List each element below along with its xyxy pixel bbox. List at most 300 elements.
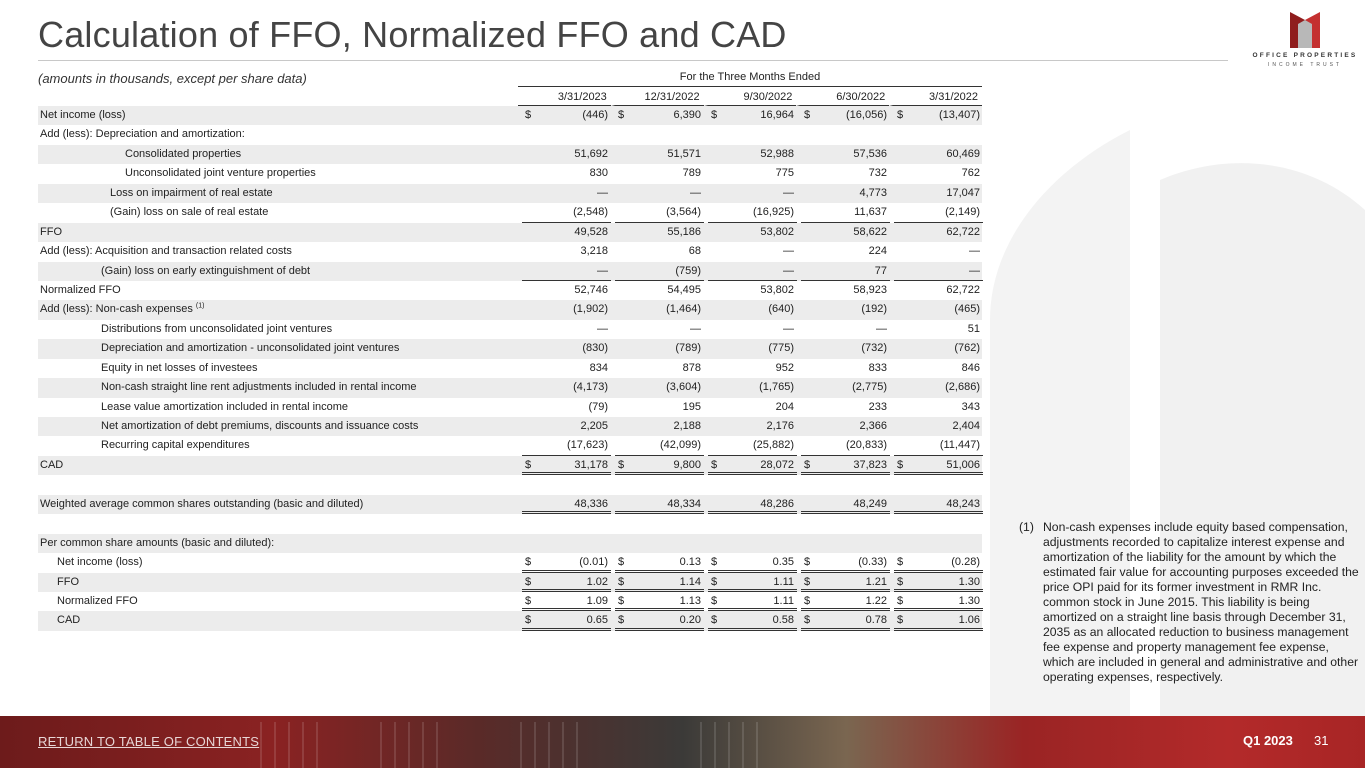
table-cell — [894, 398, 983, 417]
table-cell — [615, 553, 704, 572]
row-label-text: CAD — [40, 458, 64, 471]
return-to-toc-link[interactable]: RETURN TO TABLE OF CONTENTS — [38, 734, 260, 749]
table-cell — [522, 573, 611, 592]
table-cell — [615, 359, 704, 378]
cell-value: 2,404 — [952, 420, 980, 432]
table-cell — [801, 164, 890, 183]
cell-value: 762 — [961, 167, 980, 180]
cell-value: (789) — [675, 342, 701, 355]
logo-text-secondary: INCOME TRUST — [1268, 62, 1342, 68]
cell-value: 1.02 — [586, 575, 608, 588]
table-cell — [801, 281, 890, 300]
table-cell — [801, 184, 890, 203]
table-row — [38, 106, 982, 125]
row-label — [57, 573, 79, 592]
cell-value: 58,923 — [853, 283, 887, 296]
table-cell — [801, 320, 890, 339]
cell-value: 57,536 — [853, 147, 887, 160]
cell-value: 77 — [874, 264, 887, 277]
table-cell — [522, 223, 611, 242]
table-cell — [615, 184, 704, 203]
table-cell — [894, 553, 983, 572]
table-row — [38, 164, 982, 183]
row-label-text: Depreciation and amortization - unconsolidated joint ventures — [101, 342, 400, 355]
table-row — [38, 514, 982, 533]
row-label-text: CAD — [57, 614, 81, 627]
dollar-sign: $ — [711, 614, 718, 627]
row-label-text: Recurring capital expenditures — [101, 439, 250, 452]
table-cell — [708, 106, 797, 125]
cell-value: 62,722 — [946, 283, 980, 296]
cell-value: 952 — [775, 361, 794, 374]
cell-value: 1.11 — [773, 594, 794, 607]
table-cell — [894, 417, 983, 436]
cell-value: 1.06 — [958, 614, 980, 627]
table-cell — [708, 281, 797, 300]
period-header: For the Three Months Ended — [518, 68, 982, 87]
table-cell — [801, 339, 890, 358]
table-cell — [708, 456, 797, 475]
dollar-sign: $ — [897, 575, 904, 588]
table-cell — [615, 106, 704, 125]
dollar-sign: $ — [618, 556, 625, 569]
cell-value: 2,366 — [859, 420, 887, 432]
cell-value: (3,564) — [666, 206, 701, 219]
row-label — [57, 611, 80, 630]
table-row — [38, 281, 982, 300]
cell-value: (775) — [768, 342, 794, 355]
table-row — [38, 203, 982, 222]
cell-value: 51,571 — [667, 147, 701, 160]
table-cell — [522, 378, 611, 397]
page-number: 31 — [1314, 733, 1329, 748]
cell-value: 62,722 — [946, 225, 980, 238]
table-cell — [522, 592, 611, 611]
cell-value: 53,802 — [760, 225, 794, 238]
cell-value: (2,548) — [573, 206, 608, 219]
banner-window-decoration — [700, 722, 760, 768]
cell-value: 0.13 — [679, 556, 701, 569]
table-cell — [708, 184, 797, 203]
table-cell — [615, 145, 704, 164]
table-cell — [801, 145, 890, 164]
table-cell — [522, 339, 611, 358]
row-label — [40, 495, 363, 514]
row-label-text: Distributions from unconsolidated joint ventures — [101, 322, 333, 335]
cell-value: (4,173) — [573, 381, 608, 394]
cell-value: 732 — [868, 167, 887, 180]
logo-text-primary: OFFICE PROPERTIES — [1252, 52, 1358, 59]
table-cell — [708, 611, 797, 630]
table-cell — [894, 359, 983, 378]
row-label-text: Loss on impairment of real estate — [110, 186, 273, 199]
banner-window-decoration — [380, 722, 440, 768]
row-label — [101, 320, 332, 339]
dollar-sign: $ — [897, 556, 904, 569]
table-cell — [615, 417, 704, 436]
row-label-text: Lease value amortization included in rental income — [101, 400, 349, 413]
table-cell — [801, 398, 890, 417]
page-title: Calculation of FFO, Normalized FFO and CAD — [38, 14, 787, 55]
cell-value: 789 — [682, 167, 701, 180]
table-cell — [708, 436, 797, 455]
cell-value: 1.14 — [679, 575, 701, 588]
table-cell — [801, 436, 890, 455]
dollar-sign: $ — [804, 575, 811, 588]
cell-value: 1.30 — [958, 575, 980, 588]
table-cell — [801, 417, 890, 436]
row-label — [57, 592, 138, 611]
table-cell — [801, 611, 890, 630]
cell-value: (16,056) — [846, 109, 887, 121]
table-cell — [522, 417, 611, 436]
row-label — [101, 398, 348, 417]
footnote-marker: (1) — [1019, 520, 1034, 534]
table-cell — [801, 553, 890, 572]
table-cell — [708, 203, 797, 222]
cell-value: — — [783, 322, 794, 335]
cell-value: — — [597, 186, 608, 199]
table-cell — [708, 359, 797, 378]
cell-value: 834 — [589, 361, 608, 374]
table-cell — [615, 242, 704, 261]
table-cell — [522, 456, 611, 475]
dollar-sign: $ — [525, 614, 532, 627]
dollar-sign: $ — [618, 594, 625, 607]
table-cell — [522, 242, 611, 261]
table-row — [38, 378, 982, 397]
table-cell — [894, 223, 983, 242]
cell-value: 48,249 — [853, 497, 887, 510]
table-cell — [522, 262, 611, 281]
dollar-sign: $ — [897, 594, 904, 607]
table-cell — [522, 164, 611, 183]
dollar-sign: $ — [711, 556, 718, 569]
table-cell — [615, 203, 704, 222]
row-label — [125, 164, 316, 183]
table-cell — [894, 145, 983, 164]
table-body — [38, 106, 982, 631]
cell-value: 846 — [961, 361, 980, 374]
table-cell — [708, 339, 797, 358]
row-label-text: FFO — [57, 575, 79, 588]
cell-value: 31,178 — [574, 458, 608, 471]
cell-value: — — [969, 264, 980, 277]
cell-value: 16,964 — [760, 109, 794, 121]
row-label-text: Normalized FFO — [40, 283, 121, 296]
table-cell — [708, 145, 797, 164]
cell-value: 48,334 — [667, 497, 701, 510]
footnote — [1019, 520, 1359, 685]
cell-value: 11,637 — [854, 206, 887, 219]
table-row — [38, 417, 982, 436]
cell-value: (17,623) — [567, 439, 608, 452]
cell-value: 51,006 — [946, 458, 980, 471]
cell-value: 52,746 — [574, 283, 608, 296]
table-row — [38, 456, 982, 475]
cell-value: 233 — [868, 400, 887, 413]
table-cell — [708, 592, 797, 611]
cell-value: 1.13 — [679, 594, 701, 607]
row-label-text: Net income (loss) — [57, 556, 143, 569]
cell-value: — — [876, 322, 887, 335]
cell-value: 1.22 — [865, 594, 887, 607]
table-cell — [801, 592, 890, 611]
quarter-label: Q1 2023 — [1243, 733, 1293, 748]
table-row — [38, 398, 982, 417]
table-row — [38, 611, 982, 630]
table-cell — [894, 262, 983, 281]
cell-value: (42,099) — [660, 439, 701, 452]
date-header: 3/31/2022 — [889, 88, 982, 106]
date-header: 6/30/2022 — [796, 88, 889, 106]
table-cell — [522, 106, 611, 125]
table-row — [38, 184, 982, 203]
cell-value: 54,495 — [667, 283, 701, 296]
cell-value: (446) — [582, 109, 608, 121]
table-cell — [801, 242, 890, 261]
table-cell — [708, 495, 797, 514]
cell-value: 830 — [589, 167, 608, 180]
cell-value: 204 — [775, 400, 794, 413]
table-cell — [708, 300, 797, 319]
cell-value: — — [690, 186, 701, 199]
table-row — [38, 592, 982, 611]
cell-value: — — [597, 322, 608, 335]
cell-value: 4,773 — [859, 186, 887, 199]
date-header-row — [518, 88, 982, 106]
cell-value: (2,149) — [945, 206, 980, 219]
table-cell — [708, 223, 797, 242]
cell-value: 37,823 — [853, 458, 887, 471]
row-label-text: Add (less): Acquisition and transaction related costs — [40, 245, 292, 258]
table-cell — [894, 184, 983, 203]
row-label — [57, 553, 143, 572]
table-cell — [522, 184, 611, 203]
table-cell — [801, 378, 890, 397]
cell-value: (830) — [582, 342, 608, 355]
cell-value: (3,604) — [666, 381, 701, 394]
cell-value: (1,765) — [759, 381, 794, 394]
cell-value: 51,692 — [574, 147, 608, 160]
row-label-text: Weighted average common shares outstanding (basic and diluted) — [40, 497, 364, 510]
row-label-text: Consolidated properties — [125, 147, 242, 160]
row-label-text: Net amortization of debt premiums, discounts and issuance costs — [101, 420, 419, 432]
table-cell — [522, 495, 611, 514]
table-cell — [894, 573, 983, 592]
table-cell — [801, 106, 890, 125]
table-cell — [615, 164, 704, 183]
dollar-sign: $ — [525, 109, 532, 121]
table-cell — [801, 456, 890, 475]
cell-value: 2,205 — [580, 420, 608, 432]
cell-value: 3,218 — [580, 245, 608, 258]
table-cell — [894, 456, 983, 475]
dollar-sign: $ — [804, 614, 811, 627]
cell-value: (640) — [768, 303, 794, 316]
cell-value: — — [969, 245, 980, 258]
table-cell — [708, 320, 797, 339]
row-label — [40, 456, 63, 475]
cell-value: (16,925) — [753, 206, 794, 219]
row-label — [110, 203, 268, 222]
cell-value: 1.30 — [958, 594, 980, 607]
cell-value: 195 — [682, 400, 701, 413]
dollar-sign: $ — [618, 109, 625, 121]
cell-value: 60,469 — [946, 147, 980, 160]
table-cell — [894, 242, 983, 261]
table-cell — [615, 611, 704, 630]
table-cell — [894, 378, 983, 397]
cell-value: 878 — [682, 361, 701, 374]
table-cell — [708, 378, 797, 397]
dollar-sign: $ — [804, 556, 811, 569]
table-cell — [801, 223, 890, 242]
table-cell — [894, 592, 983, 611]
row-label-text: FFO — [40, 225, 62, 238]
cell-value: 58,622 — [853, 225, 887, 238]
cell-value: 0.78 — [865, 614, 887, 627]
row-label — [125, 145, 241, 164]
dollar-sign: $ — [525, 594, 532, 607]
table-cell — [801, 262, 890, 281]
row-label — [101, 378, 417, 397]
dollar-sign: $ — [525, 458, 532, 471]
cell-value: 833 — [868, 361, 887, 374]
table-row — [38, 573, 982, 592]
cell-value: (0.01) — [579, 556, 608, 569]
footnote-text: Non-cash expenses include equity based compensation, adjustments recorded to capitalize interest expense and amortization of the liability for the amount by which the estimated fair value for accounting purposes exceeded the price OPI paid for its former investment in RMR Inc. common stock in June 2015. This liability is being amortized on a straight line basis through December 31, 2035 as an allocated reduction to business management fee expense and property management fee expense, which are included in general and administrative and other operating expenses, respectively. — [1043, 520, 1359, 684]
row-label — [101, 262, 310, 281]
dollar-sign: $ — [711, 575, 718, 588]
dollar-sign: $ — [618, 575, 625, 588]
dollar-sign: $ — [525, 556, 532, 569]
table-cell — [801, 300, 890, 319]
cell-value: 0.65 — [586, 614, 608, 627]
cell-value: — — [783, 245, 794, 258]
table-cell — [708, 417, 797, 436]
cell-value: (13,407) — [939, 109, 980, 121]
table-cell — [615, 320, 704, 339]
banner-window-decoration — [260, 722, 320, 768]
cell-value: 55,186 — [667, 225, 701, 238]
table-cell — [801, 495, 890, 514]
cell-value: 2,188 — [673, 420, 701, 432]
table-cell — [522, 145, 611, 164]
date-header: 12/31/2022 — [611, 88, 704, 106]
cell-value: (759) — [675, 264, 701, 277]
table-row — [38, 223, 982, 242]
cell-value: 48,286 — [760, 497, 794, 510]
banner-window-decoration — [520, 722, 580, 768]
cell-value: (20,833) — [846, 439, 887, 452]
table-row — [38, 359, 982, 378]
table-cell — [801, 573, 890, 592]
table-cell — [522, 553, 611, 572]
row-label — [101, 417, 418, 436]
row-label-text: (Gain) loss on early extinguishment of debt — [101, 264, 311, 277]
table-row — [38, 495, 982, 514]
cell-value: — — [690, 322, 701, 335]
table-cell — [894, 495, 983, 514]
cell-value: 2,176 — [766, 420, 794, 432]
dollar-sign: $ — [711, 594, 718, 607]
cell-value: 48,243 — [946, 497, 980, 510]
cell-value: (2,686) — [945, 381, 980, 394]
cell-value: 53,802 — [760, 283, 794, 296]
cell-value: (11,447) — [939, 439, 980, 452]
dollar-sign: $ — [618, 614, 625, 627]
cell-value: 6,390 — [673, 109, 701, 121]
cell-value: 28,072 — [760, 458, 794, 471]
table-cell — [708, 553, 797, 572]
row-label — [40, 106, 126, 125]
date-header: 3/31/2023 — [518, 88, 611, 106]
row-label-text: Per common share amounts (basic and diluted): — [40, 536, 275, 549]
table-cell — [522, 281, 611, 300]
table-row — [38, 145, 982, 164]
cell-value: 49,528 — [574, 225, 608, 238]
row-label-text: Non-cash straight line rent adjustments included in rental income — [101, 381, 417, 394]
table-row — [38, 242, 982, 261]
row-label — [40, 300, 204, 319]
dollar-sign: $ — [804, 109, 811, 121]
dollar-sign: $ — [897, 614, 904, 627]
table-cell — [522, 203, 611, 222]
table-row — [38, 320, 982, 339]
cell-value: 51 — [967, 322, 980, 335]
dollar-sign: $ — [525, 575, 532, 588]
dollar-sign: $ — [897, 458, 904, 471]
cell-value: 1.21 — [865, 575, 887, 588]
units-note: (amounts in thousands, except per share data) — [38, 71, 307, 86]
cell-value: — — [783, 186, 794, 199]
table-cell — [615, 436, 704, 455]
table-cell — [894, 164, 983, 183]
table-row — [38, 436, 982, 455]
table-row — [38, 475, 982, 494]
cell-value: (1,464) — [666, 303, 701, 316]
table-cell — [894, 300, 983, 319]
cell-value: 775 — [775, 167, 794, 180]
cell-value: 48,336 — [574, 497, 608, 510]
cell-value: (25,882) — [753, 439, 794, 452]
table-cell — [894, 339, 983, 358]
table-cell — [708, 398, 797, 417]
table-cell — [894, 611, 983, 630]
dollar-sign: $ — [804, 458, 811, 471]
cell-value: (0.28) — [951, 556, 980, 569]
table-cell — [615, 456, 704, 475]
date-header: 9/30/2022 — [704, 88, 797, 106]
table-cell — [708, 242, 797, 261]
row-label-text: (Gain) loss on sale of real estate — [110, 206, 269, 219]
cell-value: (465) — [954, 303, 980, 316]
row-label — [101, 359, 258, 378]
table-cell — [801, 203, 890, 222]
table-cell — [522, 300, 611, 319]
cell-value: 343 — [961, 400, 980, 413]
table-cell — [522, 398, 611, 417]
title-divider — [38, 60, 1228, 61]
table-cell — [522, 359, 611, 378]
dollar-sign: $ — [711, 458, 718, 471]
row-label-text: Equity in net losses of investees — [101, 361, 258, 374]
table-cell — [708, 262, 797, 281]
table-cell — [615, 300, 704, 319]
row-label — [40, 125, 245, 144]
row-label — [40, 534, 274, 553]
